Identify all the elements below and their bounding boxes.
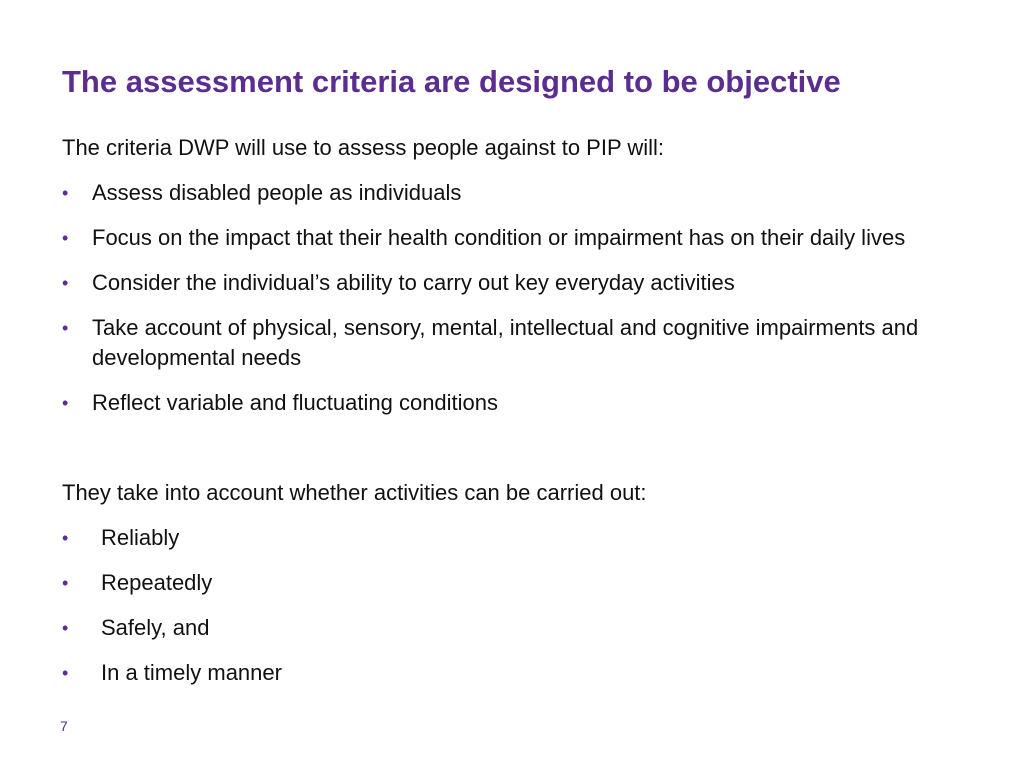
list-item bbox=[62, 523, 962, 553]
bullet-icon: • bbox=[62, 528, 69, 548]
list-item-text: Focus on the impact that their health condition or impairment has on their daily lives bbox=[92, 225, 906, 250]
list-item bbox=[62, 568, 962, 598]
bullet-icon: • bbox=[62, 318, 69, 338]
bullet-icon: • bbox=[62, 273, 69, 293]
list-item-text: Assess disabled people as individuals bbox=[92, 180, 462, 205]
bullet-icon: • bbox=[62, 183, 69, 203]
list-item bbox=[62, 313, 962, 373]
list-item-text: Reflect variable and fluctuating conditions bbox=[92, 390, 499, 415]
activities-intro: They take into account whether activities can be carried out: bbox=[62, 480, 647, 505]
criteria-intro: The criteria DWP will use to assess people against to PIP will: bbox=[62, 135, 665, 160]
list-item bbox=[62, 658, 962, 688]
list-item bbox=[62, 268, 962, 298]
list-item-text: Reliably bbox=[101, 525, 180, 550]
list-item bbox=[62, 178, 962, 208]
slide-title: The assessment criteria are designed to be objective bbox=[62, 64, 841, 99]
list-item-text: Repeatedly bbox=[101, 570, 213, 595]
bullet-icon: • bbox=[62, 393, 69, 413]
list-item bbox=[62, 613, 962, 643]
page-number: 7 bbox=[60, 718, 68, 734]
bullet-icon: • bbox=[62, 573, 69, 593]
bullet-icon: • bbox=[62, 228, 69, 248]
list-item bbox=[62, 388, 962, 418]
criteria-list bbox=[62, 178, 962, 418]
activities-list bbox=[62, 523, 962, 688]
bullet-icon: • bbox=[62, 663, 69, 683]
list-item-text: Consider the individual’s ability to carry out key everyday activities bbox=[92, 270, 735, 295]
bullet-icon: • bbox=[62, 618, 69, 638]
list-item-text: In a timely manner bbox=[101, 660, 282, 685]
list-item-text: Take account of physical, sensory, mental, intellectual and cognitive impairments and developmental needs bbox=[92, 315, 919, 370]
list-item-text: Safely, and bbox=[101, 615, 210, 640]
list-item bbox=[62, 223, 962, 253]
